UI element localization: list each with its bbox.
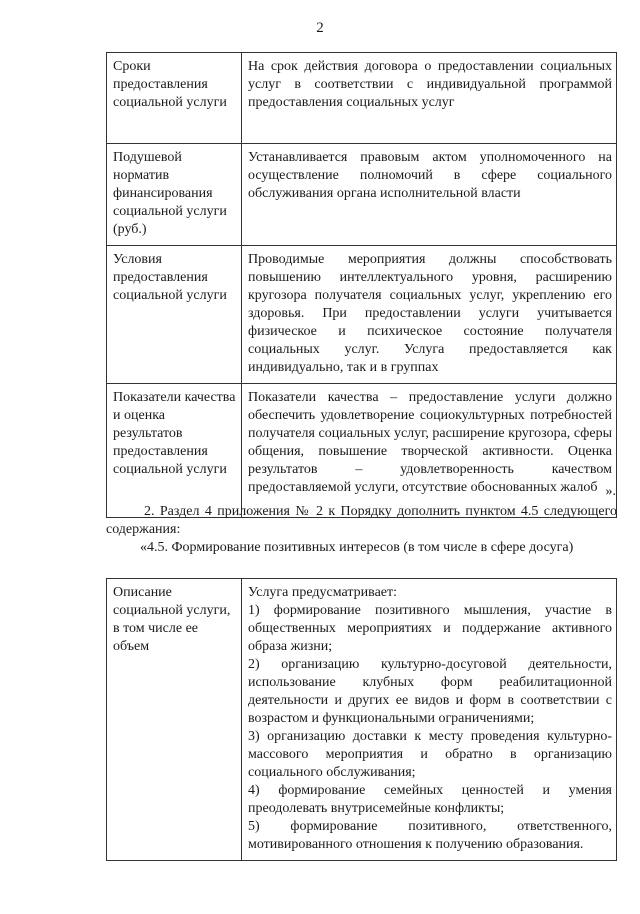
section-heading: «4.5. Формирование позитивных интересов (в том числе в сфере досуга) (140, 540, 574, 555)
description-line: 2) организацию культурно-досуговой деятельности, использование клубных форм реабилитационной деятельности и других ее видов и форм в соответствии с возрастом и функциональными ограничениями; (248, 657, 612, 726)
table-row (107, 246, 617, 384)
description-line: Услуга предусматривает: (248, 585, 398, 600)
closing-quote: ». (605, 484, 616, 499)
row-label-description: Описание социальной услуги, в том числе ее объем (107, 579, 242, 861)
page-number: 2 (316, 20, 324, 36)
row-value-funding: Устанавливается правовым актом уполномоченного на осуществление полномочий в сфере социального обслуживания органа исполнительной власти (242, 144, 617, 246)
table-row (107, 144, 617, 246)
row-label-terms: Сроки предоставления социальной услуги (107, 53, 242, 144)
row-label-conditions: Условия предоставления социальной услуги (107, 246, 242, 384)
table-row (107, 384, 617, 518)
row-value-conditions: Проводимые мероприятия должны способствовать повышению интеллектуального уровня, расширению кругозора получателя социальных услуг, укреплению его здоровья. При предоставлении услуги учитывается физическое и психическое состояние получателя социальных услуг. Услуга предоставляется как индивидуально, так и в группах (242, 246, 617, 384)
service-description-table (106, 578, 617, 861)
amendment-paragraph: 2. Раздел 4 приложения № 2 к Порядку дополнить пунктом 4.5 следующего содержания: (106, 504, 617, 537)
service-table-continued (106, 52, 617, 518)
table-row (107, 579, 617, 861)
row-value-terms: На срок действия договора о предоставлении социальных услуг в соответствии с индивидуальной программой предоставления социальных услуг (242, 53, 617, 144)
description-line: 5) формирование позитивного, ответственного, мотивированного отношения к получению образования. (248, 819, 612, 852)
row-value-description (242, 579, 617, 861)
description-line: 1) формирование позитивного мышления, участие в общественных мероприятиях и поддержание активного образа жизни; (248, 603, 612, 654)
description-line: 4) формирование семейных ценностей и умения преодолевать внутрисемейные конфликты; (248, 783, 612, 816)
table-row (107, 53, 617, 144)
row-label-quality: Показатели качества и оценка результатов предоставления социальной услуги (107, 384, 242, 518)
row-label-funding: Подушевой норматив финансирования социальной услуги (руб.) (107, 144, 242, 246)
description-line: 3) организацию доставки к месту проведения культурно-массового мероприятия и обратно в организацию социального обслуживания; (248, 729, 612, 780)
row-value-quality: Показатели качества – предоставление услуги должно обеспечить удовлетворение социокультурных потребностей получателя социальных услуг, расширение кругозора, сферы общения, повышение творческой активности. Оценка результатов – удовлетворенность качеством предоставляемой услуги, отсутствие обоснованных жалоб (242, 384, 617, 518)
